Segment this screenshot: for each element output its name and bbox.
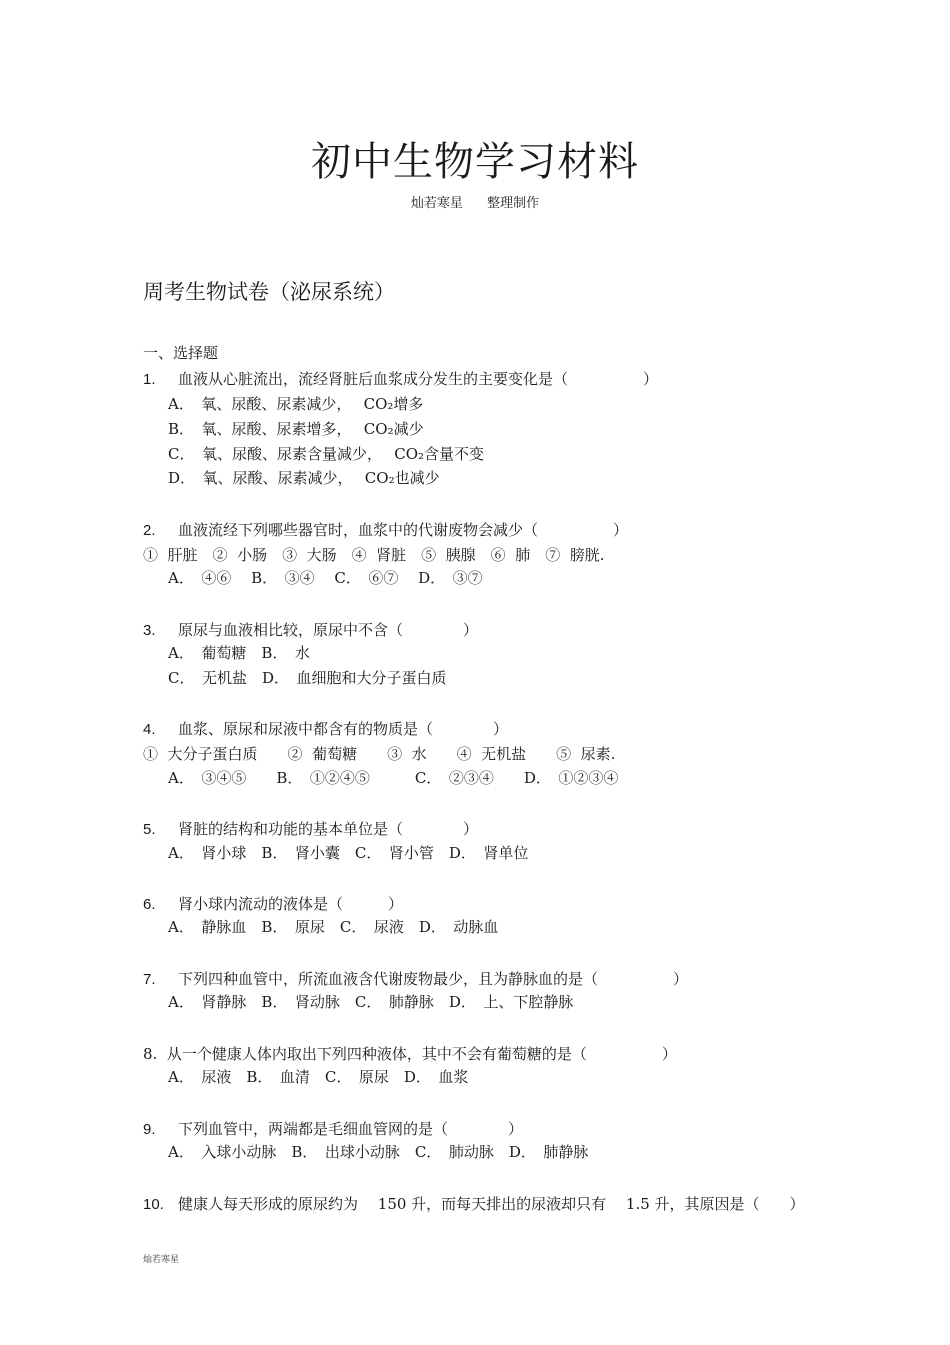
q8-options: A． 尿液 B． 血清 C． 原尿 D． 血浆 [168,1068,469,1086]
q4-options: A． ③④⑤ B． ①②④⑤ C． ②③④ D． ①②③④ [168,769,619,787]
exam-title: 周考生物试卷（泌尿系统） [143,280,395,304]
question-7 [143,969,688,990]
q1-option-b: B． 氧、尿酸、尿素增多， CO₂减少 [168,420,424,438]
question-text: 健康人每天形成的原尿约为 150 升，而每天排出的尿液却只有 1.5 升，其原因是（ ） [178,1195,805,1213]
question-text: 下列四种血管中，所流血液含代谢废物最少，且为静脉血的是（ ） [178,970,689,988]
q2-options: A． ④⑥ B． ③④ C． ⑥⑦ D． ③⑦ [168,569,483,587]
question-text: 肾小球内流动的液体是（ ） [178,895,404,913]
question-text: 下列血管中，两端都是毛细血管网的是（ ） [178,1120,524,1138]
subtitle [0,195,950,213]
question-number: 1. [143,371,156,388]
author-role: 整理制作 [487,196,540,211]
q1-option-d: D． 氧、尿酸、尿素减少， CO₂也减少 [168,469,440,487]
question-text: 肾脏的结构和功能的基本单位是（ ） [178,820,479,838]
question-8: 8. 从一个健康人体内取出下列四种液体，其中不会有葡萄糖的是（ ） [143,1045,677,1063]
question-2 [143,520,628,541]
page-title: 初中生物学习材料 [311,139,639,185]
question-number: 5. [143,821,156,838]
question-5 [143,819,478,840]
q5-options: A． 肾小球 B． 肾小囊 C． 肾小管 D． 肾单位 [168,844,529,862]
question-number: 10. [143,1196,164,1213]
q1-option-c: C． 氧、尿酸、尿素含量减少， CO₂含量不变 [168,445,485,463]
q7-options: A． 肾静脉 B． 肾动脉 C． 肺静脉 D． 上、下腔静脉 [168,993,574,1011]
question-text: 血浆、原尿和尿液中都含有的物质是（ ） [178,720,509,738]
question-number: 9. [143,1121,156,1138]
q6-options: A． 静脉血 B． 原尿 C． 尿液 D． 动脉血 [168,918,499,936]
question-1 [143,369,658,390]
question-number: 4. [143,721,156,738]
q2-items: ① 肝脏 ② 小肠 ③ 大肠 ④ 肾脏 ⑤ 胰腺 ⑥ 肺 ⑦ 膀胱. [143,546,605,564]
question-10 [143,1194,805,1215]
page-footer: 灿若寒星 [143,1255,180,1265]
question-text: 血液流经下列哪些器官时，血浆中的代谢废物会减少（ ） [178,521,629,539]
q3-options-ab: A． 葡萄糖 B． 水 [168,644,310,662]
question-6 [143,894,403,915]
question-text: 血液从心脏流出，流经肾脏后血浆成分发生的主要变化是（ ） [178,370,659,388]
author-name: 灿若寒星 [410,196,463,211]
question-number: 2. [143,522,156,539]
q9-options: A． 入球小动脉 B． 出球小动脉 C． 肺动脉 D． 肺静脉 [168,1143,589,1161]
question-3 [143,620,478,641]
q4-items: ① 大分子蛋白质 ② 葡萄糖 ③ 水 ④ 无机盐 ⑤ 尿素. [143,745,616,763]
question-number: 6. [143,896,156,913]
q1-option-a: A． 氧、尿酸、尿素减少， CO₂增多 [168,395,424,413]
q3-options-cd: C． 无机盐 D． 血细胞和大分子蛋白质 [168,669,447,687]
question-4 [143,719,508,740]
section-heading: 一、选择题 [143,344,219,362]
question-number: 7. [143,971,156,988]
question-9 [143,1119,523,1140]
question-text: 原尿与血液相比较，原尿中不含（ ） [178,621,479,639]
question-number: 3. [143,622,156,639]
